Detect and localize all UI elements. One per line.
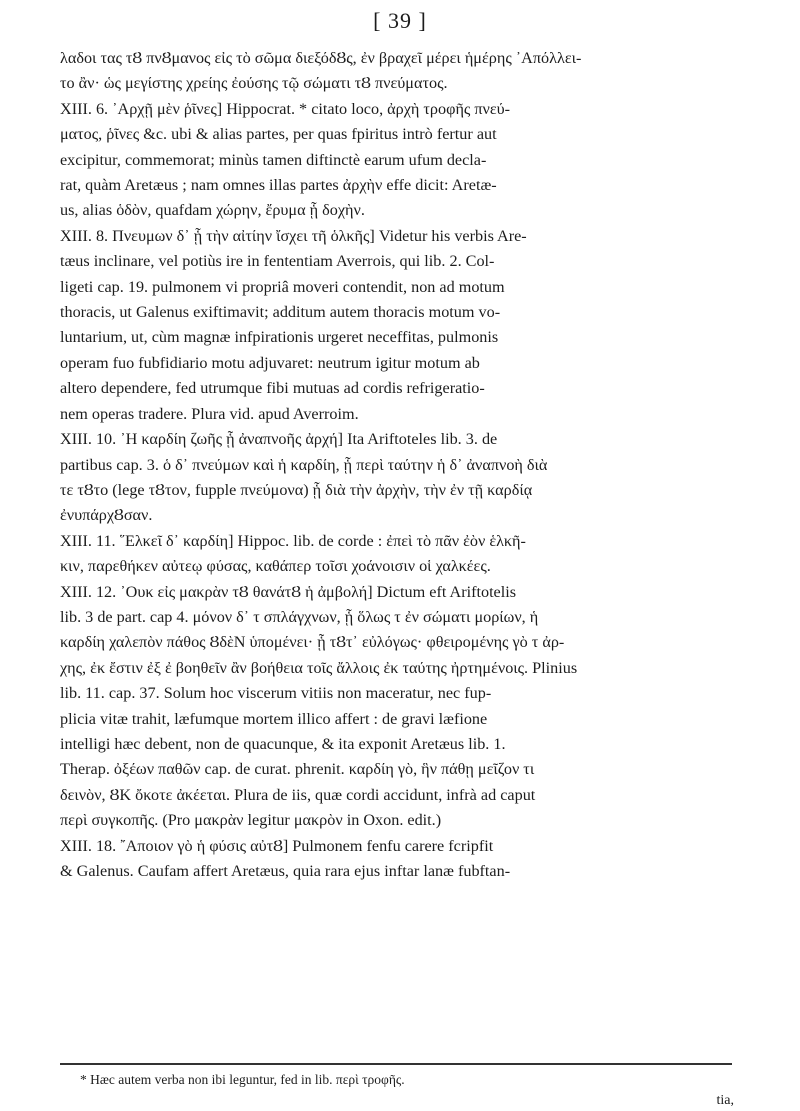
text-line: tæus inclinare, vel potiùs ire in fententiam Averrois, qui lib. 2. Col- [60,252,495,271]
text-line: lib. 3 de part. cap 4. μόνον δ᾽ τ σπλάγχνων, ᾗ ὅλως τ ἐν σώματι μορίων, ἡ [60,607,539,626]
text-line: rat, quàm Aretæus ; nam omnes illas partes ἀρχὴν effe dicit: Aretæ- [60,176,497,195]
text-line: us, alias ὁδὸν, quafdam χώρην, ἔρυμα ᾗ δοχὴν. [60,201,365,220]
text-line: λαδοι τας τȢ πνȢμανος εἰς τὸ σῶμα διεξόδȢς, ἐν βραχεῖ μέρει ἡμέρης ᾽Απόλλει- [60,49,582,67]
text-line: XIII. 10. ᾽Η καρδίη ζωῆς ᾗ ἀναπνοῆς ἀρχή] Ita Ariftoteles lib. 3. de [60,430,498,449]
footnote: * Hæc autem verba non ibi leguntur, fed in lib. περὶ τροφῆς. [80,1072,405,1087]
text-line: plicia vitæ trahit, læfumque mortem illico affert : de gravi læfione [60,709,488,728]
text-line: κιν, παρεθήκεν αὐτεῳ φύσας, καθάπερ τοῖσι χοάνοισιν οἱ χαλκέες. [60,557,491,576]
text-line: XIII. 6. ᾽Αρχῇ μὲν ῥῖνες] Hippocrat. * citato loco, ἀρχὴ τροφῆς πνεύ- [60,99,511,118]
text-line: thoracis, ut Galenus exiftimavit; additum autem thoracis motum vo- [60,303,501,322]
text-line: τε τȢτο (lege τȢτον, fupple πνεύμονα) ᾗ διὰ τὴν ἀρχὴν, τὴν ἐν τῇ καρδίᾳ [60,480,533,499]
text-line: χης, ἐκ ἔστιν ἐξ ἐ βοηθεῖν ἂν βοήθεια τοῖς ἄλλοις ἐκ ταύτης ἠρτημένοις. Plinius [60,658,578,677]
text-line: ligeti cap. 19. pulmonem vi propriâ moveri contendit, non ad motum [60,277,505,296]
text-line: καρδίη χαλεπὸν πάθος ȢδὲΝ ὑπομένει· ᾗ τȢτ᾽ εὐλόγως· φθειρομένης γὸ τ ἀρ- [60,633,565,652]
text-line: XIII. 12. ᾽Ουκ εἰς μακρὰν τȢ θανάτȢ ἡ ἀμβολή] Dictum eft Ariftotelis [60,582,517,601]
text-line: Therap. ὀξέων παθῶν cap. de curat. phrenit. καρδίη γὸ, ἣν πάθῃ μεῖζον τι [60,760,535,779]
catchword: tia, [716,1093,734,1108]
text-line: περὶ συγκοπῆς. (Pro μακρὰν legitur μακρὸν in Oxon. edit.) [60,811,442,830]
text-line: luntarium, ut, cùm magnæ infpirationis urgeret neceffitas, pulmonis [60,328,499,347]
text-line: XIII. 11. ῞Ελκεῖ δ᾽ καρδίη] Hippoc. lib. de corde : ἐπεὶ τὸ πᾶν ἐὸν ἑλκῆ- [60,531,526,550]
footnote-rule [60,1063,732,1065]
text-line: lib. 11. cap. 37. Solum hoc viscerum vitiis non maceratur, nec fup- [60,684,492,703]
text-line: altero dependere, fed utrumque fibi mutuas ad cordis refrigeratio- [60,379,485,398]
text-line: nem operas tradere. Plura vid. apud Averroim. [60,404,359,423]
commentary-text [60,46,732,884]
text-line: δεινὸν, ȢΚ ὄκοτε ἀκέεται. Plura de iis, quæ cordi accidunt, infrà ad caput [60,785,536,804]
text-line: operam fuo fubfidiario motu adjuvaret: neutrum igitur motum ab [60,353,480,372]
text-line: & Galenus. Caufam affert Aretæus, quia rara ejus inftar lanæ fubftan- [60,862,511,880]
text-line: partibus cap. 3. ὁ δ᾽ πνεύμων καὶ ἡ καρδίη, ᾗ περὶ ταύτην ἡ δ᾽ ἀναπνοὴ διὰ [60,455,548,474]
text-line: XIII. 18. ῎Αποιον γὸ ἡ φύσις αὐτȢ] Pulmonem fenfu carere fcripfit [60,836,494,855]
text-line: intelligi hæc debent, non de quacunque, & ita exponit Aretæus lib. 1. [60,734,506,753]
text-line: XIII. 8. Πνευμων δ᾽ ᾗ τὴν αἰτίην ἴσχει τῆ ὁλκῆς] Videtur his verbis Are- [60,226,527,245]
text-line: ἐνυπάρχȢσαν. [60,506,153,525]
text-line: το ἂν· ὡς μεγίστης χρείης ἐούσης τῷ σώματι τȢ πνεύματος. [60,74,448,93]
page-number: [ 39 ] [373,8,427,33]
text-line: ματος, ῥῖνες &c. ubi & alias partes, per quas fpiritus intrò fertur aut [60,125,497,144]
text-line: excipitur, commemorat; minùs tamen diftinctè earum ufum decla- [60,150,487,169]
